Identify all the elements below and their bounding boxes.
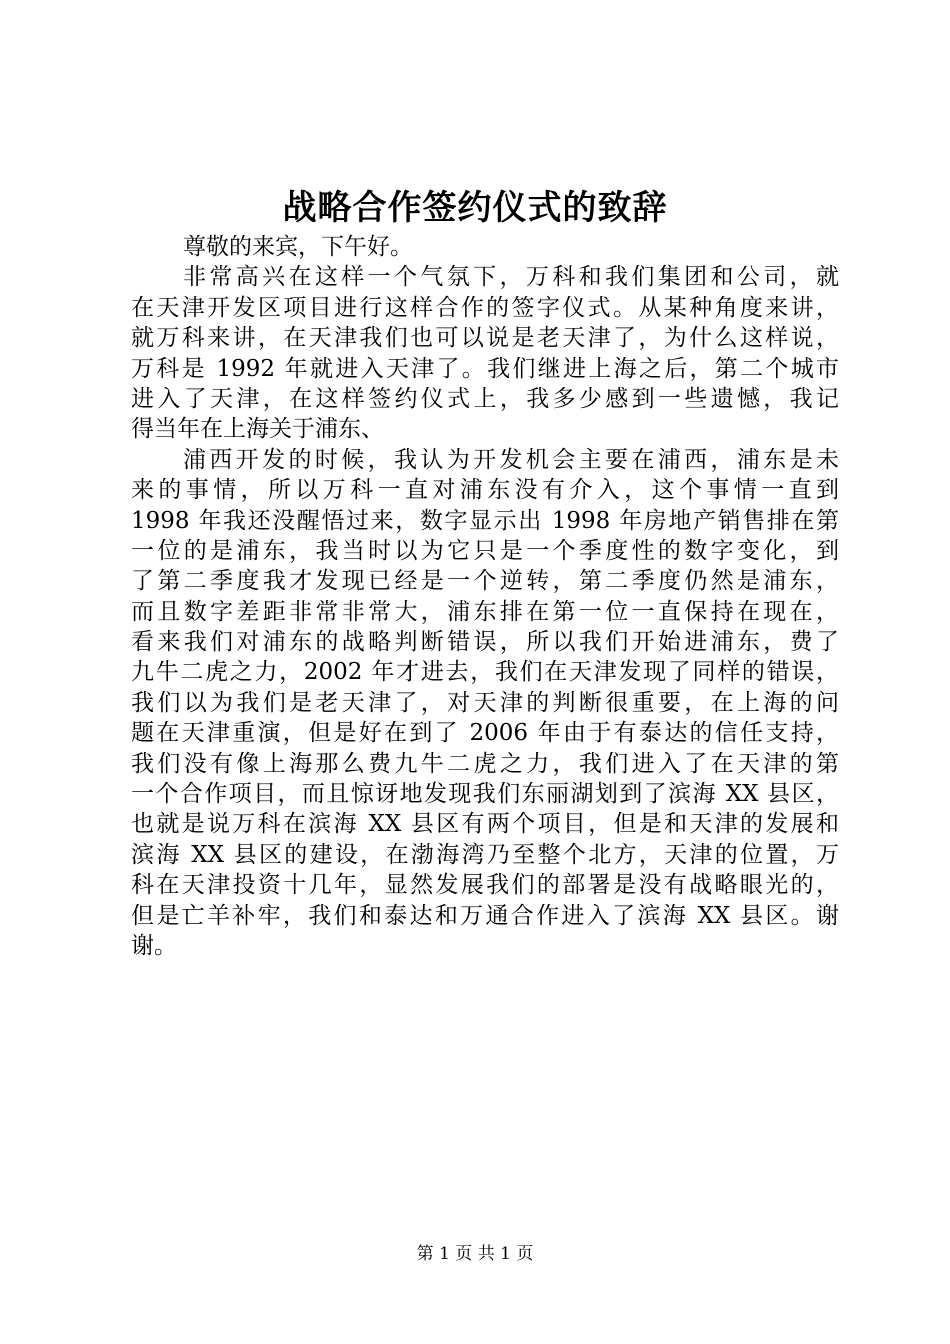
text-line: 浦西开发的时候，我认为开发机会主要在浦西，浦东是未 <box>183 446 839 473</box>
document-body <box>131 232 839 961</box>
text-line: 九牛二虎之力，2002 年才进去，我们在天津发现了同样的错误， <box>131 659 839 686</box>
page-footer: 第 1 页 共 1 页 <box>416 1244 534 1264</box>
document-title: 战略合作签约仪式的致辞 <box>282 188 668 228</box>
text-line: 进入了天津，在这样签约仪式上，我多少感到一些遗憾，我记 <box>131 385 839 412</box>
text-line: 也就是说万科在滨海 XX 县区有两个项目，但是和天津的发展和 <box>131 811 839 838</box>
text-line: 看来我们对浦东的战略判断错误，所以我们开始进浦东，费了 <box>131 629 839 656</box>
text-line: 我们没有像上海那么费九牛二虎之力，我们进入了在天津的第 <box>131 750 839 777</box>
text-line: 万科是 1992 年就进入天津了。我们继进上海之后，第二个城市 <box>131 355 839 382</box>
text-line: 我们以为我们是老天津了，对天津的判断很重要，在上海的问 <box>131 689 839 716</box>
text-line: 非常高兴在这样一个气氛下，万科和我们集团和公司，就 <box>183 264 839 291</box>
text-line: 科在天津投资十几年，显然发展我们的部署是没有战略眼光的， <box>131 872 839 899</box>
text-line: 题在天津重演，但是好在到了 2006 年由于有泰达的信任支持， <box>131 720 839 747</box>
text-line: 一个合作项目，而且惊讶地发现我们东丽湖划到了滨海 XX 县区， <box>131 781 839 808</box>
text-line: 但是亡羊补牢，我们和泰达和万通合作进入了滨海 XX 县区。谢 <box>131 902 839 929</box>
text-line: 来的事情，所以万科一直对浦东没有介入，这个事情一直到 <box>131 477 839 504</box>
text-line: 一位的是浦东，我当时以为它只是一个季度性的数字变化，到 <box>131 537 839 564</box>
text-line: 就万科来讲，在天津我们也可以说是老天津了，为什么这样说， <box>131 325 839 352</box>
text-line: 谢。 <box>131 932 177 959</box>
text-line: 尊敬的来宾，下午好。 <box>183 234 413 260</box>
text-line: 得当年在上海关于浦东、 <box>131 416 384 443</box>
text-line: 1998 年我还没醒悟过来，数字显示出 1998 年房地产销售排在第 <box>131 507 839 534</box>
text-line: 在天津开发区项目进行这样合作的签字仪式。从某种角度来讲， <box>131 294 839 321</box>
text-line: 了第二季度我才发现已经是一个逆转，第二季度仍然是浦东， <box>131 568 839 595</box>
text-line: 而且数字差距非常非常大，浦东排在第一位一直保持在现在， <box>131 598 839 625</box>
text-line: 滨海 XX 县区的建设，在渤海湾乃至整个北方，天津的位置，万 <box>131 841 839 868</box>
